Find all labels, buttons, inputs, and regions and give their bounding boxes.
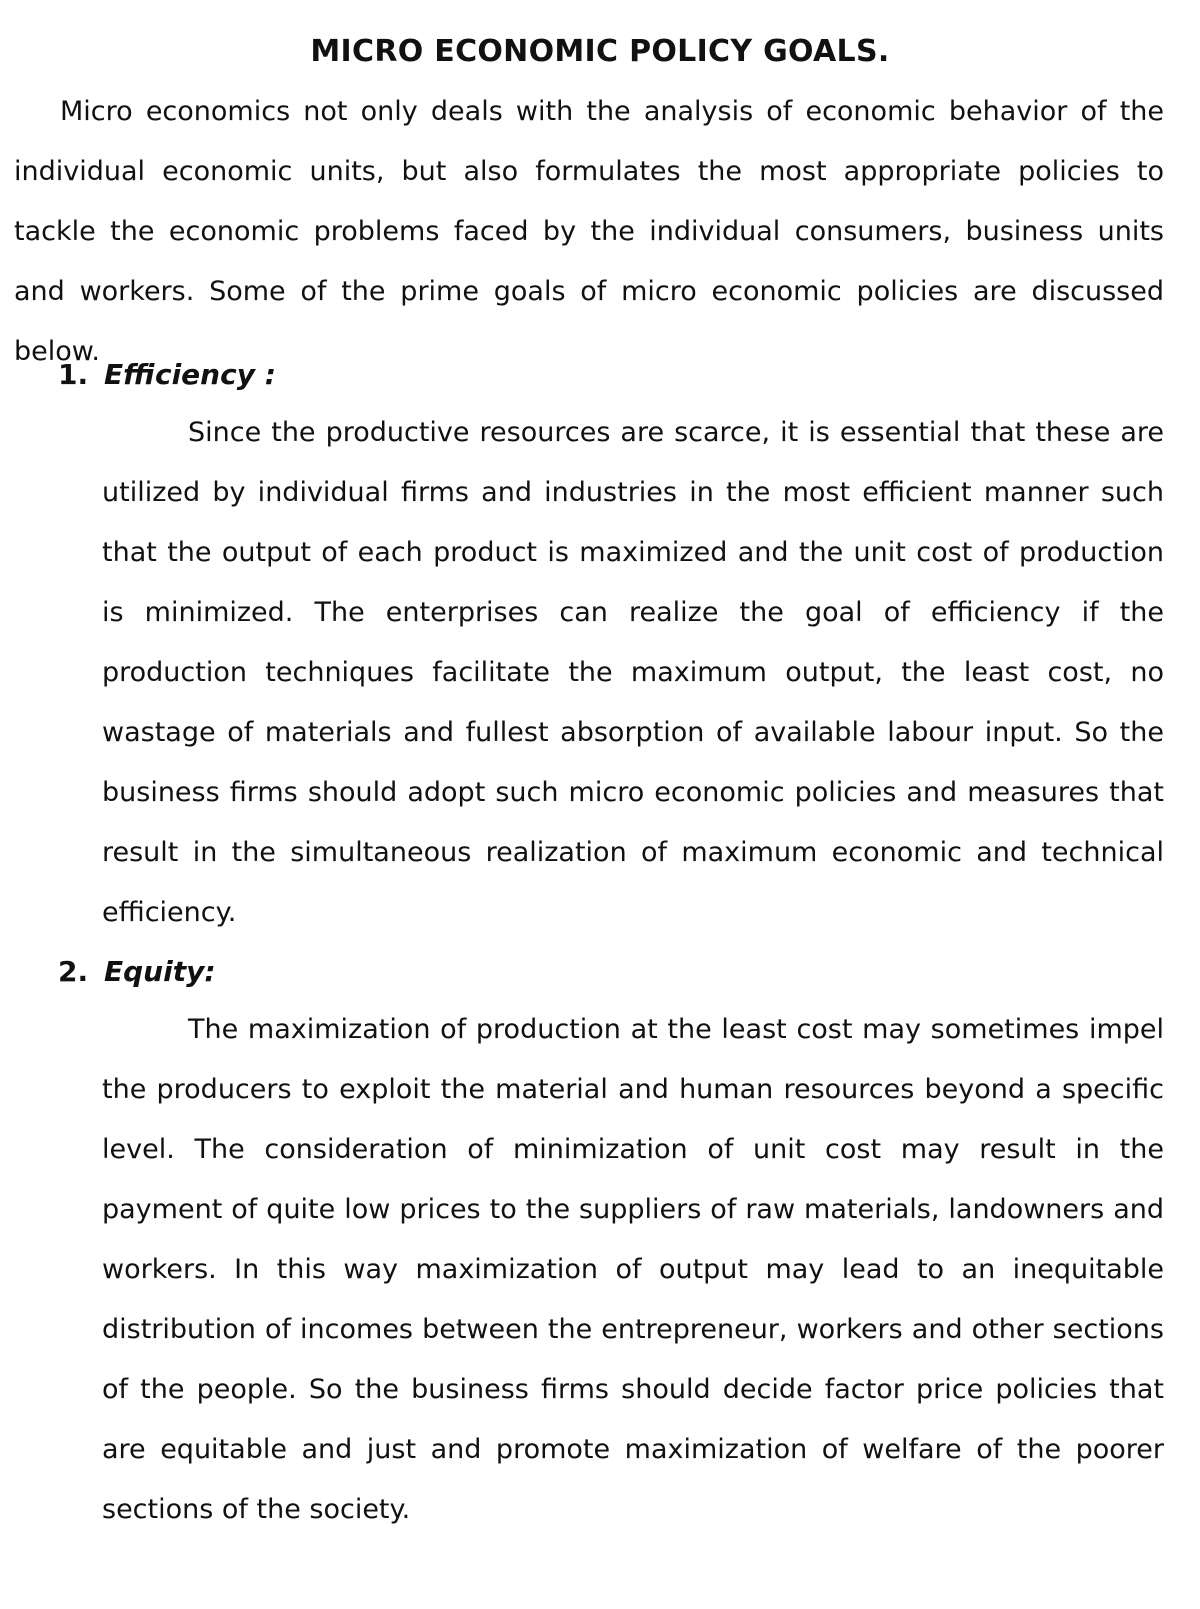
section-number: 2. bbox=[58, 955, 89, 988]
section-body-equity: The maximization of production at the least cost may sometimes impel the producers to exploit the material and human resources beyond a specific level. The consideration of minimization of unit cost may result in the payment of quite low prices to the suppliers of raw materials, landowners and workers. In this way maximization of output may lead to an inequitable distribution of incomes between the entrepreneur, workers and other sections of the people. So the business firms should decide factor price policies that are equitable and just and promote maximization of welfare of the poorer sections of the society. bbox=[102, 1014, 1164, 1525]
section-heading-equity bbox=[58, 950, 216, 994]
document-title: MICRO ECONOMIC POLICY GOALS. bbox=[310, 34, 890, 69]
section-heading-text: Equity: bbox=[104, 955, 216, 988]
section-body-efficiency: Since the productive resources are scarce, it is essential that these are utilized by individual firms and industries in the most efficient manner such that the output of each product is maximized and the unit cost of production is minimized. The enterprises can realize the goal of efficiency if the production techniques facilitate the maximum output, the least cost, no wastage of materials and fullest absorption of available labour input. So the business firms should adopt such micro economic policies and measures that result in the simultaneous realization of maximum economic and technical efficiency. bbox=[102, 417, 1164, 928]
intro-paragraph: Micro economics not only deals with the analysis of economic behavior of the individual economic units, but also formulates the most appropriate policies to tackle the economic problems faced by the individual consumers, business units and workers. Some of the prime goals of micro economic policies are discussed below. bbox=[14, 96, 1164, 367]
section-number: 1. bbox=[58, 358, 89, 391]
section-heading-efficiency bbox=[58, 353, 276, 397]
section-heading-text: Efficiency : bbox=[104, 358, 276, 391]
